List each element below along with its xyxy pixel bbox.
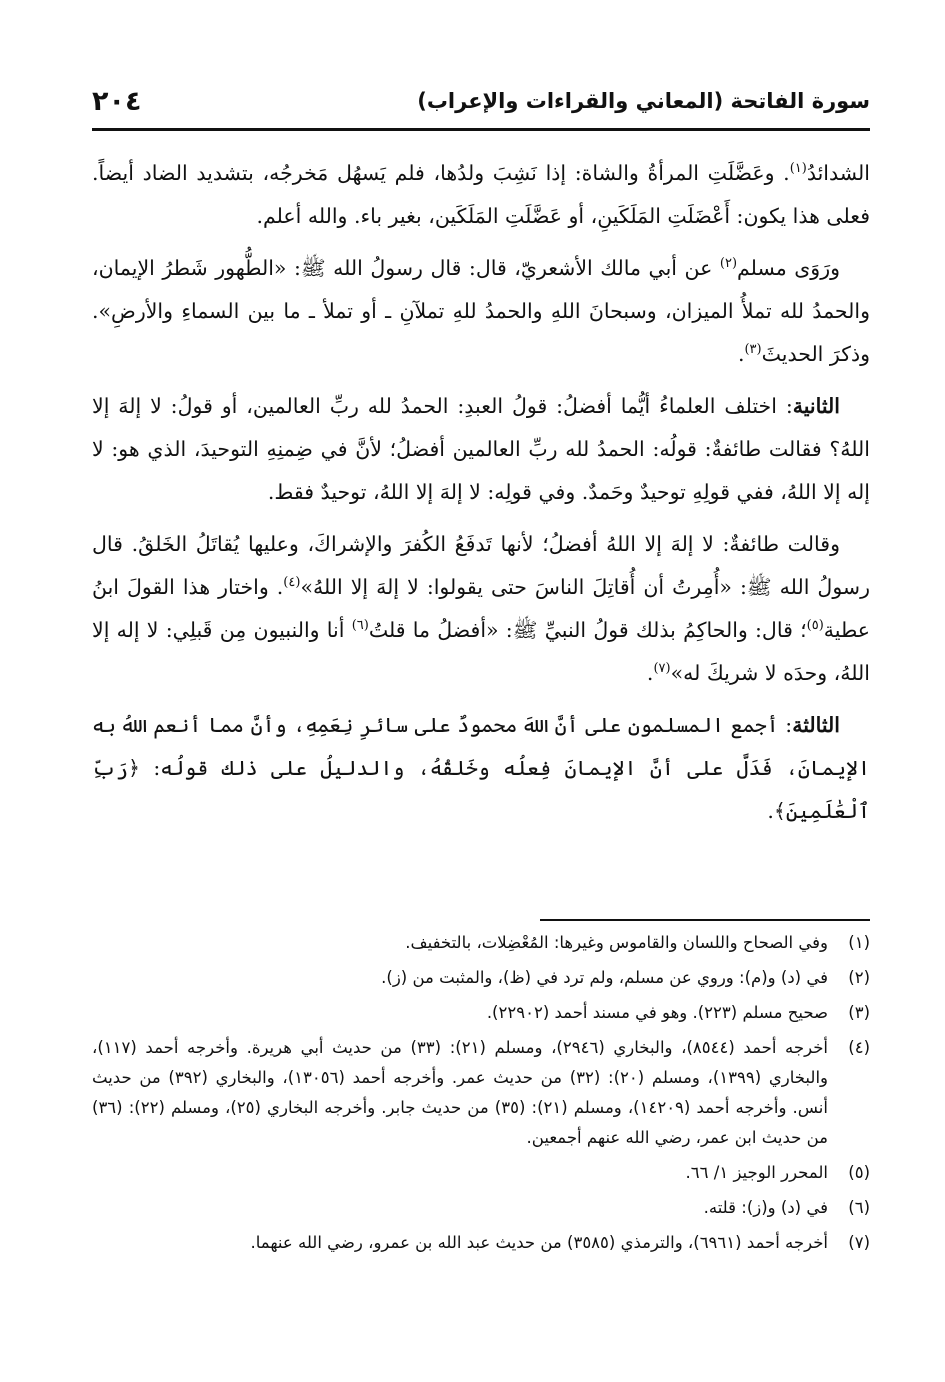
footnote-ref: (٥) bbox=[806, 618, 824, 634]
section-lead: الثانية bbox=[792, 394, 840, 418]
text-run: . واختار هذا القولَ ابنُ عطية bbox=[92, 575, 870, 642]
footnote-text: في (د) و(م): وروي عن مسلم، ولم ترد في (ظ)، والمثبت من (ز). bbox=[381, 968, 828, 987]
paragraph-5 bbox=[92, 704, 870, 833]
text-run: وقالت طائفةٌ: لا إلهَ إلا اللهُ أفضلُ؛ لأنها تَدفَعُ الكُفرَ والإشراكَ، وعليها يُقاتَلُ الخَلقُ. قال رسولُ الله ﷺ: «أُمِرتُ أن أُقاتِلَ الناسَ حتى يقولوا: لا إلهَ إلا اللهُ» bbox=[92, 532, 870, 599]
footnote-number: (١) bbox=[848, 933, 870, 952]
footnote-item bbox=[92, 963, 870, 993]
text-run: الشدائدُ bbox=[806, 161, 870, 185]
footnote-number: (٣) bbox=[848, 1003, 870, 1022]
text-run: عن أبي مالك الأشعريّ، قال: قال رسولُ الله ﷺ: «الطُّهور شَطرُ الإيمان، والحمدُ لله تملأُ الميزان، وسبحانَ اللهِ والحمدُ للهِ تملآنِ ـ أو تملأ ـ ما بين السماءِ والأرضِ». وذكرَ الحديثَ bbox=[92, 256, 870, 366]
footnote-number: (٤) bbox=[848, 1038, 870, 1057]
footnote-number: (٥) bbox=[848, 1163, 870, 1182]
paragraph-3 bbox=[92, 385, 870, 514]
header-rule bbox=[92, 128, 870, 131]
paragraph-1 bbox=[92, 152, 870, 238]
footnote-item bbox=[92, 998, 870, 1028]
footnote-ref: (٦) bbox=[351, 618, 369, 634]
text-run: : اختلف العلماءُ أيُّما أفضلُ: قولُ العبدِ: الحمدُ لله ربِّ العالمين، أو قولُ: لا إلهَ إلا اللهُ؟ فقالت طائفةٌ: قولُه: الحمدُ لله ربِّ العالمين أفضلُ؛ لأنَّ في ضِمنِهِ التوحيدَ، الذي هو: لا إله إلا اللهُ، ففي قولِهِ توحيدٌ وحَمدٌ. وفي قولِه: لا إلهَ إلا اللهُ، توحيدٌ فقط. bbox=[92, 394, 870, 504]
footnote-item bbox=[92, 1193, 870, 1223]
footnote-item bbox=[92, 928, 870, 958]
footnote-text: وفي الصحاح واللسان والقاموس وغيرها: المُعْضِلات، بالتخفيف. bbox=[405, 933, 828, 952]
section-lead: الثالثة bbox=[792, 713, 840, 737]
text-run: ورَوَى مسلم bbox=[737, 256, 840, 280]
footnote-ref: (٤) bbox=[283, 575, 301, 591]
footnote-text: أخرجه أحمد (٨٥٤٤)، والبخاري (٢٩٤٦)، ومسلم (٢١): (٣٣) من حديث أبي هريرة. وأخرجه أحمد (١١٧)، والبخاري (١٣٩٩)، ومسلم (٢٠): (٣٢) من حديث عمر. وأخرجه أحمد (١٣٠٥٦)، والبخاري (٣٩٢) من حديث أنس. وأخرجه أحمد (١٤٢٠٩)، ومسلم (٢١): (٣٥) من حديث جابر. وأخرجه البخاري (٢٥)، ومسلم (٢٢): (٣٦) من حديث ابن عمر، رضي الله عنهم أجمعين. bbox=[92, 1038, 828, 1147]
footnote-text: في (د) و(ز): قلته. bbox=[703, 1198, 828, 1217]
footnote-item bbox=[92, 1228, 870, 1258]
footnotes bbox=[92, 928, 870, 1263]
footnote-item bbox=[92, 1033, 870, 1153]
footnote-text: المحرر الوجيز ١/ ٦٦. bbox=[685, 1163, 828, 1182]
paragraph-2 bbox=[92, 247, 870, 376]
footnote-number: (٧) bbox=[848, 1233, 870, 1252]
page-header bbox=[92, 78, 870, 124]
text-run: . bbox=[737, 342, 745, 366]
footnote-ref: (٧) bbox=[653, 661, 671, 677]
paragraph-4 bbox=[92, 523, 870, 695]
page-number: ٢٠٤ bbox=[92, 85, 142, 117]
text-run: أنا والنبيون مِن قَبلِي: لا إله إلا اللهُ، وحدَه لا شريكَ له» bbox=[92, 618, 870, 685]
running-title: سورة الفاتحة (المعاني والقراءات والإعراب) bbox=[417, 89, 870, 113]
footnote-item bbox=[92, 1158, 870, 1188]
text-run: ؛ قال: والحاكِمُ بذلك قولُ النبيِّ ﷺ: «أفضلُ ما قلتُ bbox=[368, 618, 807, 642]
footnote-ref: (١) bbox=[789, 161, 807, 177]
text-run: : أجمع المسلمون على أنَّ اللهَ محمودٌ على سائرِ نِعَمِهِ، وأنَّ مما أنعم اللهُ به الإيمانَ، فَدَلَّ على أنَّ الإيمانَ فِعلُه وخَلقُهُ، والدليلُ على ذلك قولُه: ﴿رَبِّ ٱلْعَٰلَمِينَ﴾. bbox=[92, 713, 870, 823]
footnote-ref: (٣) bbox=[744, 342, 762, 358]
footnote-number: (٢) bbox=[848, 968, 870, 987]
main-text bbox=[92, 152, 870, 842]
footnote-text: صحيح مسلم (٢٢٣). وهو في مسند أحمد (٢٢٩٠٢). bbox=[486, 1003, 828, 1022]
footnote-text: أخرجه أحمد (٦٩٦١)، والترمذي (٣٥٨٥) من حديث عبد الله بن عمرو، رضي الله عنهما. bbox=[250, 1233, 828, 1252]
footnote-ref: (٢) bbox=[719, 256, 738, 272]
text-run: . bbox=[646, 661, 654, 685]
footnote-separator bbox=[540, 919, 870, 921]
text-run: . وعَضَّلَتِ المرأةُ والشاة: إذا نَشِبَ ولدُها، فلم يَسهُل مَخرجُه، بتشديد الضاد أيضاً. فعلى هذا يكون: أَعْضَلَتِ المَلَكَينِ، أو عَضَّلَتِ المَلَكَين، بغير باء. والله أعلم. bbox=[92, 161, 870, 228]
footnote-number: (٦) bbox=[848, 1198, 870, 1217]
